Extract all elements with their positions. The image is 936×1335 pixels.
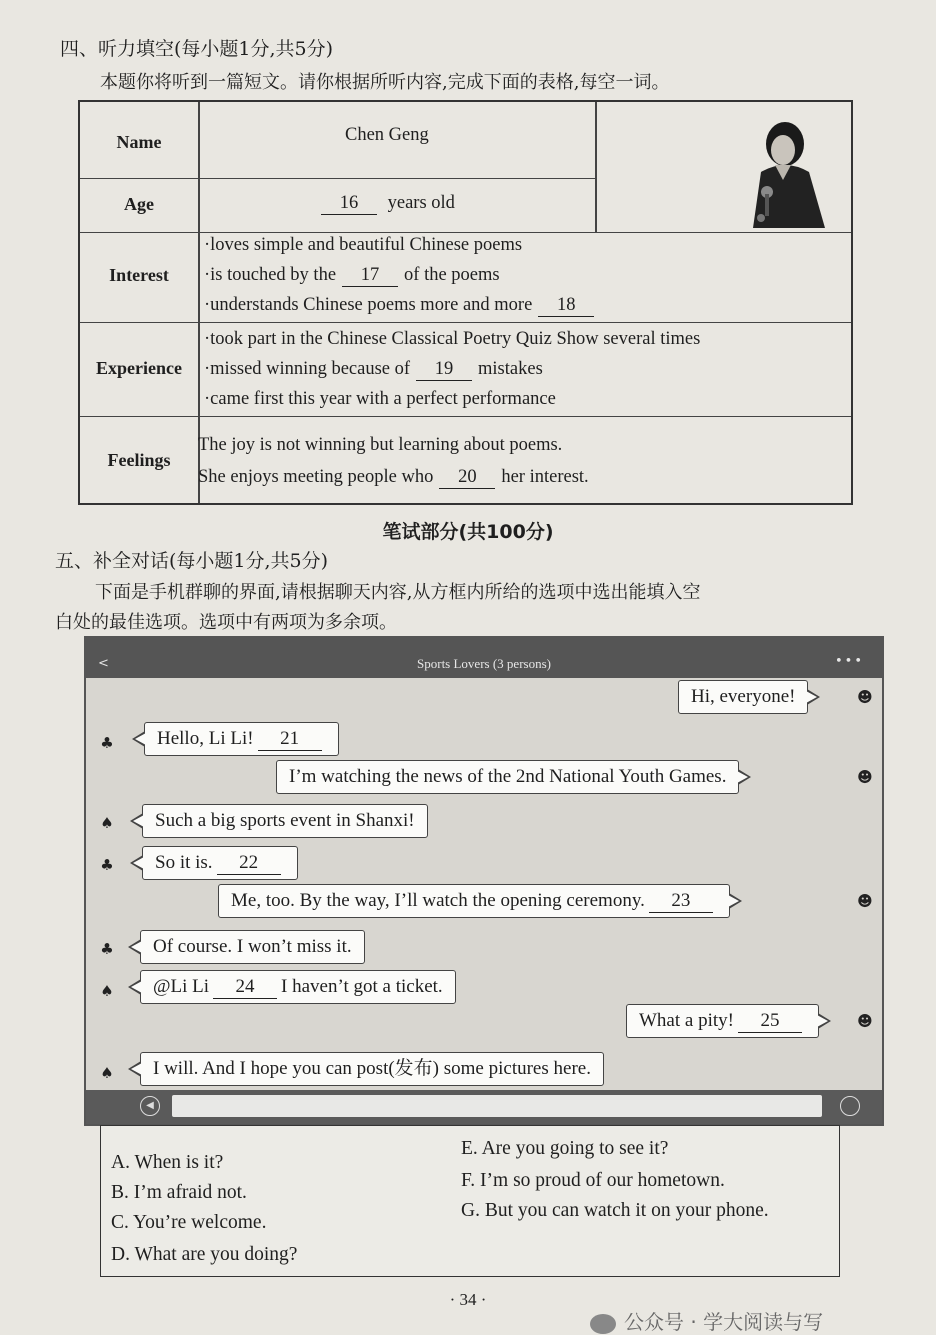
option-a[interactable]: A. When is it? — [111, 1152, 224, 1173]
blank-22[interactable]: 22 — [217, 852, 281, 875]
section5-title: 五、补全对话(每小题1分,共5分) — [55, 550, 329, 572]
blank-24[interactable]: 24 — [213, 976, 277, 999]
more-icon[interactable]: ••• — [834, 654, 864, 669]
chat-bubble: I’m watching the news of the 2nd National Youth Games. — [276, 760, 739, 794]
option-f[interactable]: F. I’m so proud of our hometown. — [461, 1170, 725, 1191]
interest-line-3: ·understands Chinese poems more and more 18 — [204, 290, 600, 320]
option-g[interactable]: G. But you can watch it on your phone. — [461, 1200, 769, 1221]
section5-desc-1: 下面是手机群聊的界面,请根据聊天内容,从方框内所给的选项中选出能填入空 — [95, 582, 701, 603]
chat-bubble: @Li Li 24 I haven’t got a ticket. — [140, 970, 456, 1004]
option-d[interactable]: D. What are you doing? — [111, 1244, 298, 1265]
interest-line-1: ·loves simple and beautiful Chinese poems — [204, 235, 523, 255]
name-value: Chen Geng — [345, 125, 429, 145]
avatar-icon: ♣ — [100, 734, 114, 752]
chat-bubble: Such a big sports event in Shanxi! — [142, 804, 428, 838]
name-label: Name — [116, 132, 162, 152]
avatar-icon: ☻ — [857, 892, 873, 910]
avatar-icon: ♠ — [100, 814, 114, 832]
chat-bubble: Hi, everyone! — [678, 680, 808, 714]
age-line: 16 years old — [315, 188, 455, 218]
message-input[interactable] — [172, 1095, 822, 1117]
chat-bubble: So it is. 22 — [142, 846, 298, 880]
blank-16[interactable]: 16 — [321, 192, 377, 215]
section4-desc: 本题你将听到一篇短文。请你根据所听内容,完成下面的表格,每空一词。 — [100, 72, 670, 93]
avatar-icon: ♠ — [100, 982, 114, 1000]
watermark: 公众号 · 学大阅读与写 — [590, 1306, 823, 1335]
chat-bubble: I will. And I hope you can post(发布) some pictures here. — [140, 1052, 604, 1086]
experience-line-2: ·missed winning because of 19 mistakes — [204, 359, 543, 379]
page-number: · 34 · — [449, 1290, 487, 1309]
back-icon[interactable]: < — [98, 656, 109, 671]
blank-23[interactable]: 23 — [649, 890, 713, 913]
experience-line-3: ·came first this year with a perfect performance — [204, 389, 556, 409]
option-b[interactable]: B. I’m afraid not. — [111, 1182, 247, 1203]
blank-21[interactable]: 21 — [258, 728, 322, 751]
avatar-icon: ☻ — [857, 768, 873, 786]
blank-17[interactable]: 17 — [342, 264, 398, 287]
experience-line-1: ·took part in the Chinese Classical Poetry Quiz Show several times — [204, 329, 701, 349]
chat-bubble: Hello, Li Li! 21 — [144, 722, 339, 756]
written-part-title: 笔试部分(共100分) — [382, 521, 554, 543]
chat-bubble: What a pity! 25 — [626, 1004, 819, 1038]
age-label: Age — [124, 194, 154, 214]
option-c[interactable]: C. You’re welcome. — [111, 1212, 267, 1233]
add-icon[interactable] — [840, 1096, 860, 1116]
blank-25[interactable]: 25 — [738, 1010, 802, 1033]
options-box — [100, 1125, 840, 1277]
feelings-line-2: She enjoys meeting people who 20 her interest. — [198, 467, 589, 487]
group-chat-screen — [84, 636, 884, 1126]
avatar-icon: ♣ — [100, 940, 114, 958]
avatar-icon: ☻ — [857, 1012, 873, 1030]
avatar-icon: ☻ — [857, 688, 873, 706]
chat-bubble: Of course. I won’t miss it. — [140, 930, 365, 964]
interest-label: Interest — [109, 265, 169, 285]
interest-line-2: ·is touched by the 17 of the poems — [204, 265, 500, 285]
avatar-icon: ♠ — [100, 1064, 114, 1082]
chat-header — [86, 652, 882, 678]
wechat-icon — [590, 1314, 616, 1334]
feelings-label: Feelings — [107, 450, 171, 470]
portrait-image — [725, 110, 845, 230]
chat-title: Sports Lovers (3 persons) — [417, 656, 551, 671]
option-e[interactable]: E. Are you going to see it? — [461, 1138, 669, 1159]
status-bar — [86, 638, 882, 652]
chat-input-bar — [86, 1090, 882, 1124]
section5-desc-2: 白处的最佳选项。选项中有两项为多余项。 — [55, 612, 397, 633]
blank-20[interactable]: 20 — [439, 466, 495, 489]
blank-19[interactable]: 19 — [416, 358, 472, 381]
section4-title: 四、听力填空(每小题1分,共5分) — [60, 38, 334, 60]
blank-18[interactable]: 18 — [538, 294, 594, 317]
experience-label: Experience — [96, 358, 182, 378]
chat-bubble: Me, too. By the way, I’ll watch the opening ceremony. 23 — [218, 884, 730, 918]
listening-table — [78, 100, 853, 505]
feelings-line-1: The joy is not winning but learning about poems. — [198, 435, 563, 455]
voice-icon[interactable]: ◀ — [140, 1096, 160, 1116]
avatar-icon: ♣ — [100, 856, 114, 874]
